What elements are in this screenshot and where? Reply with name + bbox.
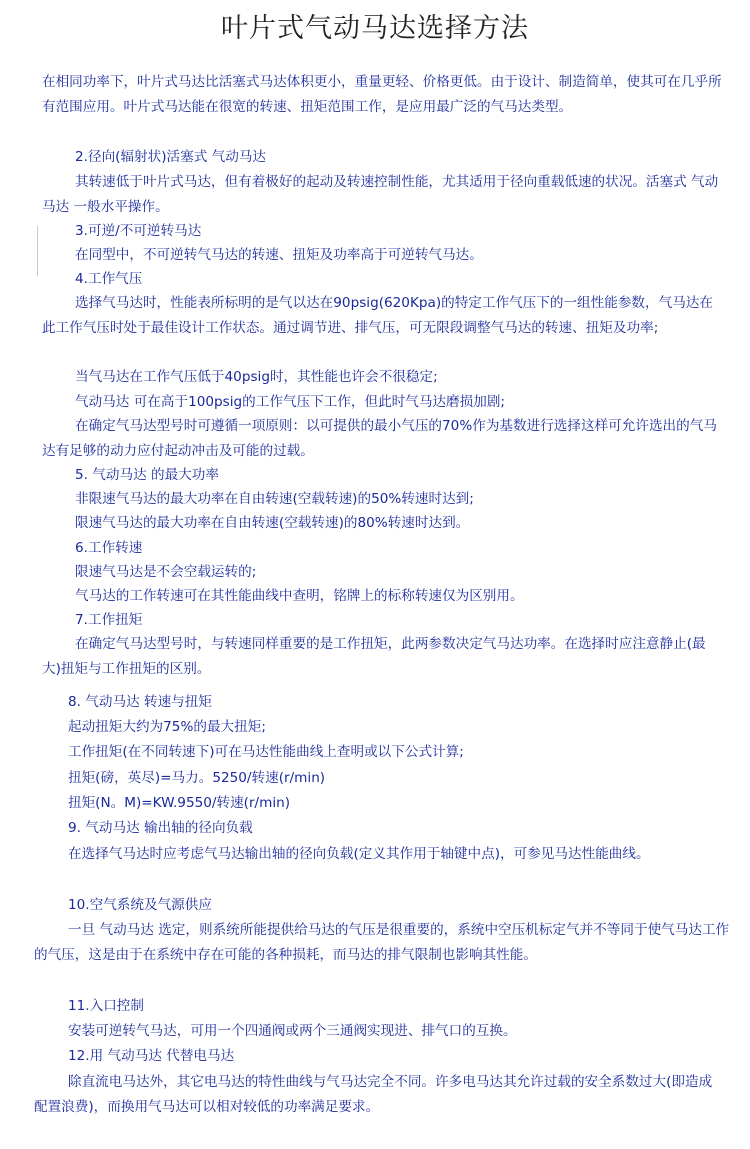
paragraph: 一旦 气动马达 选定，则系统所能提供给马达的气压是很重要的，系统中空压机标定气并不等同于使气马达工作的气压，这是由于在系统中存在可能的各种损耗，而马达的排气限制也影响其性能。 [34,922,730,963]
paragraph: 工作扭矩(在不同转速下)可在马达性能曲线上查明或以下公式计算; [68,744,464,760]
section-heading: 11.入口控制 [68,998,144,1014]
paragraph: 限速气马达是不会空载运转的; [75,564,257,580]
section-heading: 4.工作气压 [75,271,143,287]
section-heading: 7.工作扭矩 [75,612,143,628]
section-heading: 2.径向(辐射状)活塞式 气动马达 [75,149,267,165]
formula: 扭矩(N。M)=KW.9550/转速(r/min) [68,795,291,811]
paragraph: 起动扭矩大约为75%的最大扭矩; [68,719,266,735]
page-title: 叶片式气动马达选择方法 [221,13,529,44]
paragraph: 安装可逆转气马达，可用一个四通阀或两个三通阀实现进、排气口的互换。 [68,1023,517,1039]
paragraph: 在相同功率下，叶片式马达比活塞式马达体积更小，重量更轻、价格更低。由于设计、制造简单，使其可在几乎所有范围应用。叶片式马达能在很宽的转速、扭矩范围工作，是应用最广泛的气马达类型。 [42,74,722,115]
formula: 扭矩(磅，英尽)=马力。5250/转速(r/min) [68,770,326,786]
section-heading: 5. 气动马达 的最大功率 [75,467,219,483]
paragraph: 在同型中，不可逆转气马达的转速、扭矩及功率高于可逆转气马达。 [75,247,483,263]
paragraph: 其转速低于叶片式马达，但有着极好的起动及转速控制性能，尤其适用于径向重载低速的状况。活塞式 气动马达 一般水平操作。 [42,174,719,215]
paragraph: 非限速气马达的最大功率在自由转速(空载转速)的50%转速时达到; [75,491,474,507]
section-heading: 8. 气动马达 转速与扭矩 [68,694,212,710]
paragraph: 当气马达在工作气压低于40psig时，其性能也许会不很稳定; [75,369,438,385]
paragraph: 气马达的工作转速可在其性能曲线中查明，铭牌上的标称转速仅为区别用。 [75,588,524,604]
section-heading: 10.空气系统及气源供应 [68,897,212,913]
margin-divider [37,226,38,276]
section-heading: 3.可逆/不可逆转马达 [75,223,202,239]
paragraph: 在确定气马达型号时，与转速同样重要的是工作扭矩，此两参数决定气马达功率。在选择时应注意静止(最大)扭矩与工作扭矩的区别。 [42,636,706,677]
paragraph: 限速气马达的最大功率在自由转速(空载转速)的80%转速时达到。 [75,515,470,531]
paragraph: 除直流电马达外，其它电马达的特性曲线与气马达完全不同。许多电马达其允许过载的安全系数过大(即造成配置浪费)，而换用气马达可以相对较低的功率满足要求。 [34,1074,713,1115]
paragraph: 选择气马达时，性能表所标明的是气以达在90psig(620Kpa)的特定工作气压下的一组性能参数，气马达在此工作气压时处于最佳设计工作状态。通过调节进、排气压，可无限段调整气马达的转速、扭矩及功率; [42,295,713,336]
section-heading: 6.工作转速 [75,540,143,556]
paragraph: 气动马达 可在高于100psig的工作气压下工作，但此时气马达磨损加剧; [75,394,505,410]
paragraph: 在确定气马达型号时可遵循一项原则：以可提供的最小气压的70%作为基数进行选择这样可允许选出的气马达有足够的动力应付起动冲击及可能的过载。 [42,418,717,459]
section-heading: 12.用 气动马达 代替电马达 [68,1048,235,1064]
section-heading: 9. 气动马达 输出轴的径向负载 [68,820,253,836]
paragraph: 在选择气马达时应考虑气马达输出轴的径向负载(定义其作用于轴键中点)，可参见马达性能曲线。 [68,846,650,862]
